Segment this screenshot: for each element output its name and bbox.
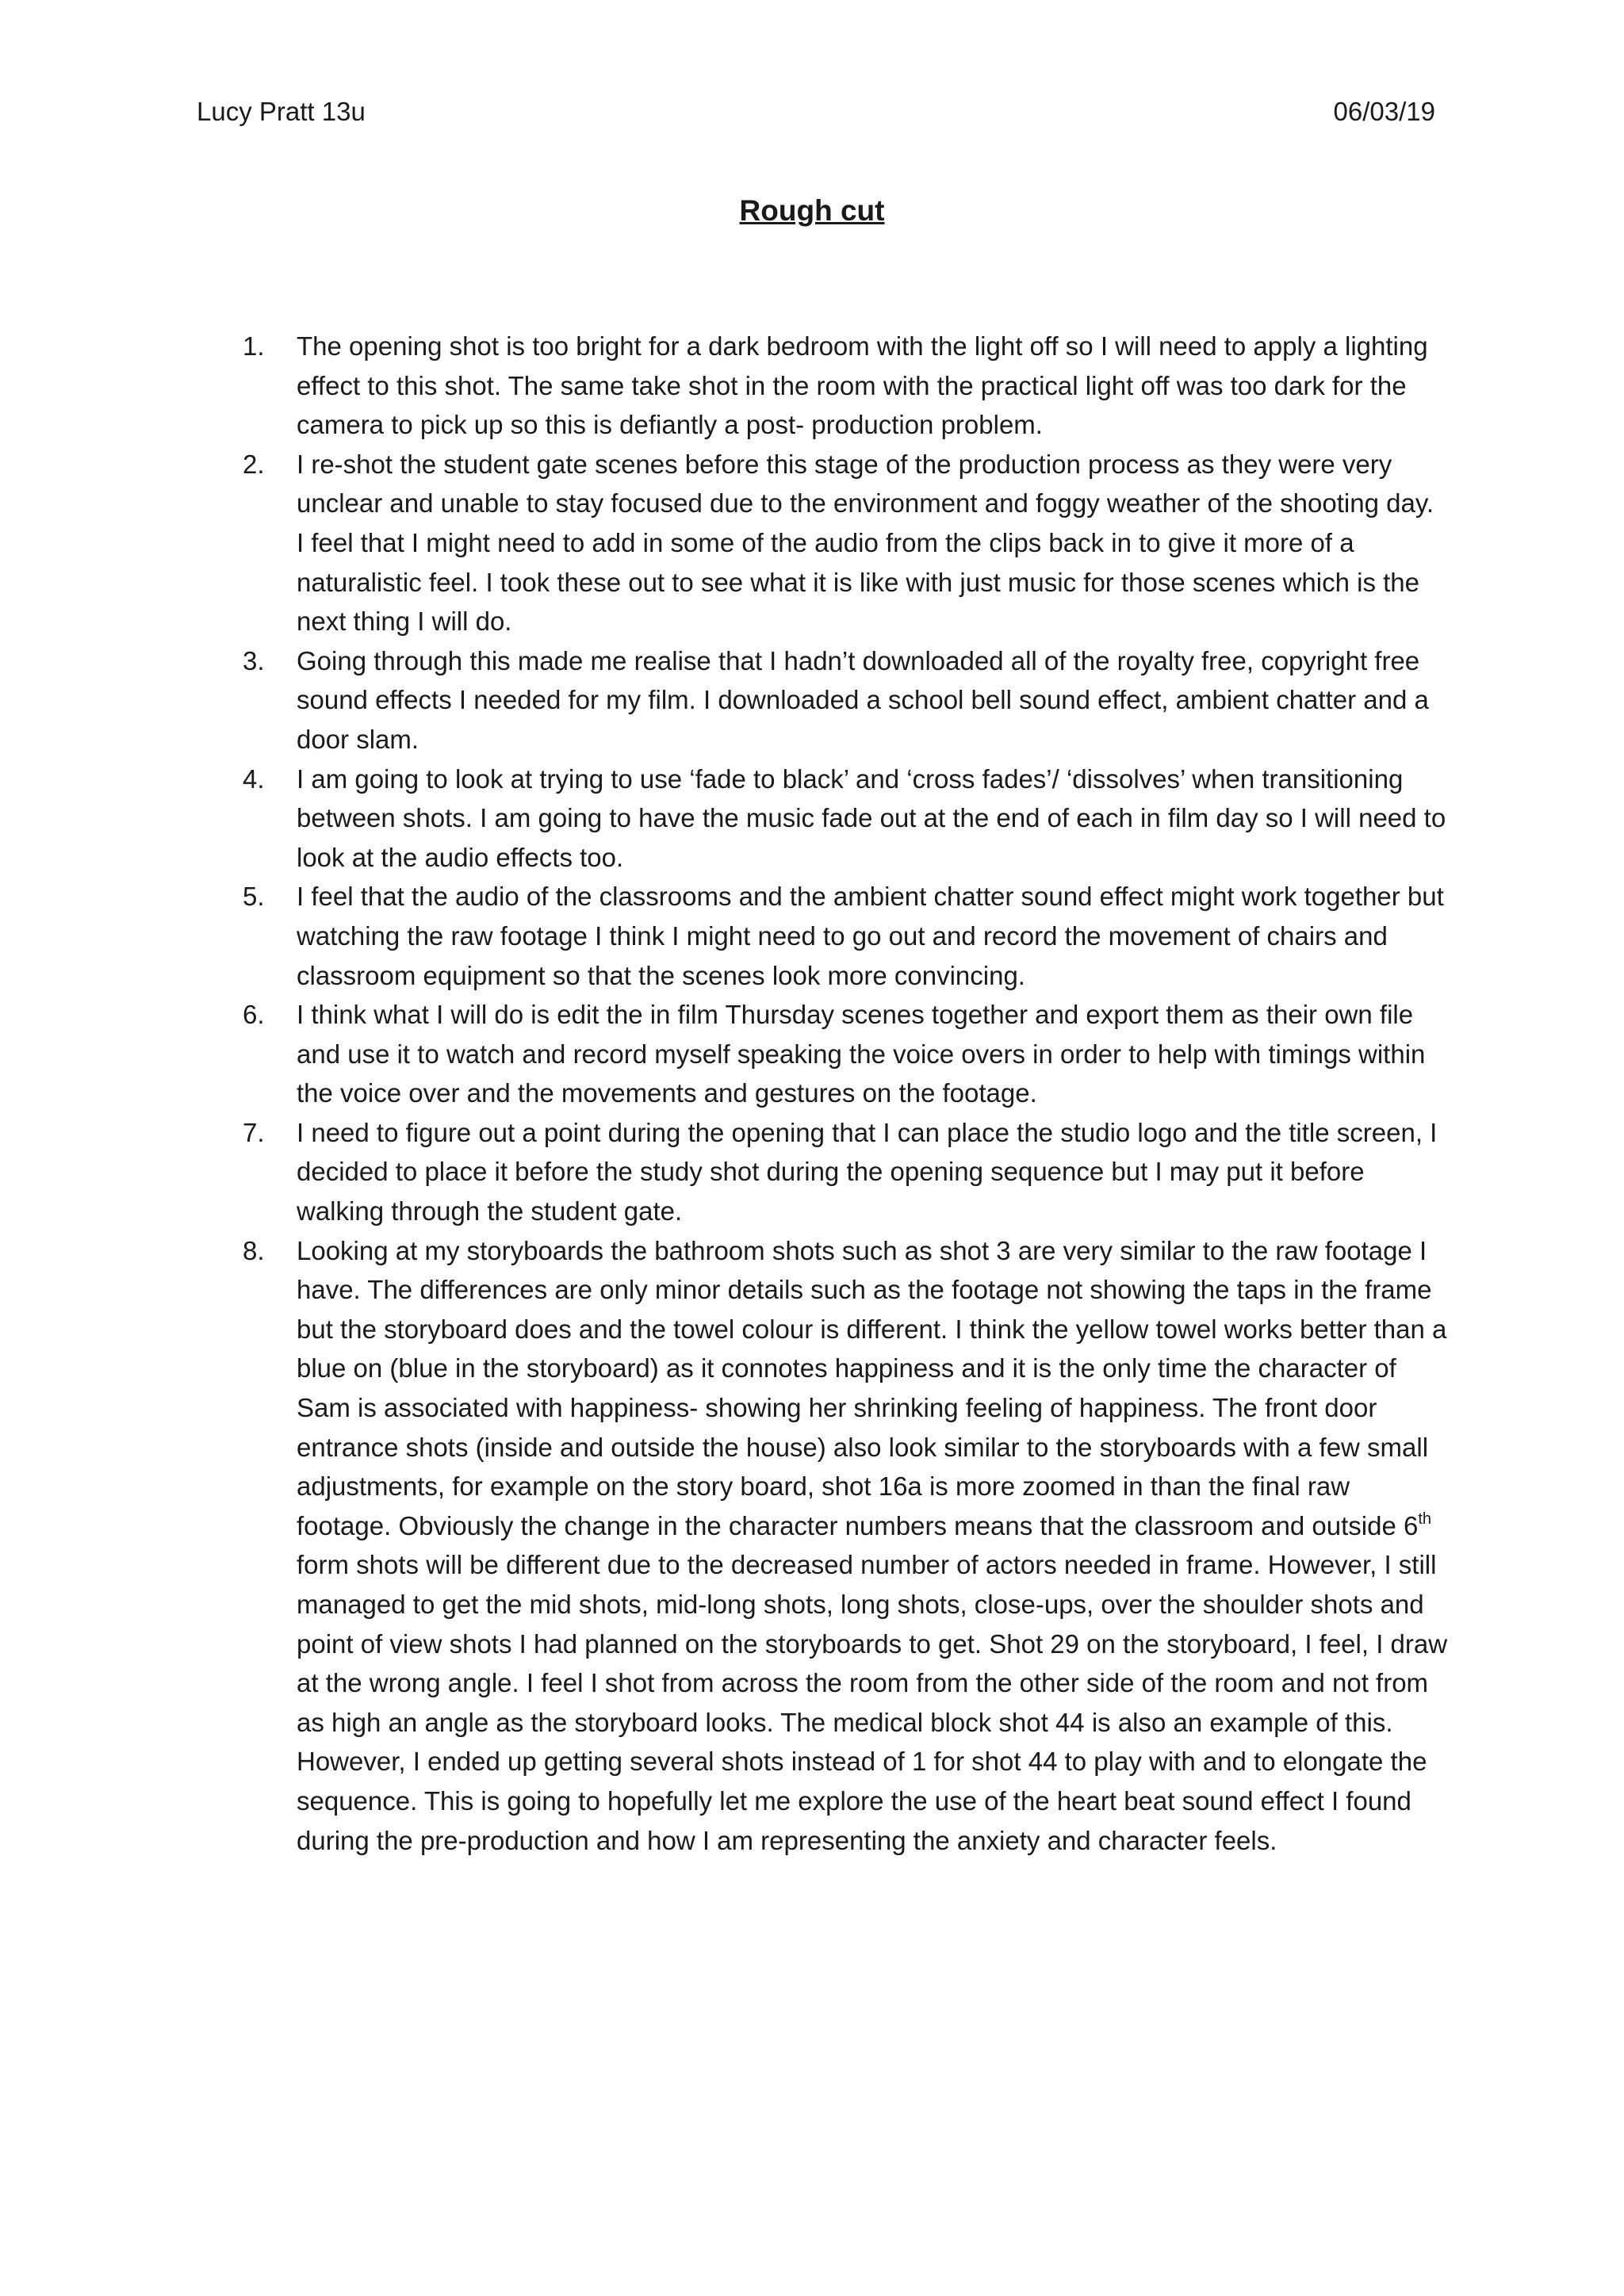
list-item [243, 995, 1448, 1113]
list-item-text: I feel that the audio of the classrooms and the ambient chatter sound effect might work together but watching the raw footage I think I might need to go out and record the movement of chairs and classroom equipment so that the scenes look more convincing. [297, 882, 1444, 990]
list-item [243, 327, 1448, 445]
page-title: Rough cut [739, 194, 885, 227]
list-item-number: 7. [243, 1117, 265, 1147]
list-item [243, 445, 1448, 641]
document-date: 06/03/19 [1333, 97, 1435, 126]
rough-cut-notes-list [243, 327, 1448, 1860]
author-name: Lucy Pratt 13u [197, 97, 366, 126]
list-item [243, 760, 1448, 878]
list-item-number: 4. [243, 763, 265, 794]
list-item-number: 5. [243, 882, 265, 912]
list-item [243, 877, 1448, 995]
list-item [243, 1231, 1448, 1861]
list-item-text: I re-shot the student gate scenes before this stage of the production process as they were very unclear and unable to stay focused due to the environment and foggy weather of the shooting day. I feel that I might need to add in some of the audio from the clips back in to give it more of a naturalistic feel. I took these out to see what it is like with just music for those scenes which is the next thing I will do. [297, 449, 1434, 637]
list-item-text-part: Looking at my storyboards the bathroom shots such as shot 3 are very similar to the raw footage I have. The differences are only minor details such as the footage not showing the taps in the frame but the storyboard does and the towel colour is different. I think the yellow towel works better than a blue on (blue in the storyboard) as it connotes happiness and it is the only time the character of Sam is associated with happiness- showing her shrinking feeling of happiness. The front door entrance shots (inside and outside the house) also look similar to the storyboards with a few small adjustments, for example on the story board, shot 16a is more zoomed in than the final raw footage. Obviously the change in the character numbers means that the classroom and outside 6 [297, 1235, 1447, 1540]
list-item-text: I think what I will do is edit the in film Thursday scenes together and export them as their own file and use it to watch and record myself speaking the voice overs in order to help with timings within the voice over and the movements and gestures on the footage. [297, 1000, 1426, 1108]
list-item-number: 8. [243, 1235, 265, 1265]
list-item-text-part: form shots will be different due to the decreased number of actors needed in frame. However, I still managed to get the mid shots, mid-long shots, long shots, close-ups, over the shoulder shots and point of view shots I had planned on the storyboards to get. Shot 29 on the storyboard, I feel, I draw at the wrong angle. I feel I shot from across the room from the other side of the room and not from as high an angle as the storyboard looks. The medical block shot 44 is also an example of this. However, I ended up getting several shots instead of 1 for shot 44 to play with and to elongate the sequence. This is going to hopefully let me explore the use of the heart beat sound effect I found during the pre-production and how I am representing the anxiety and character feels. [297, 1550, 1448, 1855]
list-item-text: Going through this made me realise that I hadn’t downloaded all of the royalty free, copyright free sound effects I needed for my film. I downloaded a school bell sound effect, ambient chatter and a door slam. [297, 645, 1429, 754]
ordinal-superscript: th [1418, 1510, 1432, 1528]
list-item-text: The opening shot is too bright for a dark bedroom with the light off so I will need to apply a lighting effect to this shot. The same take shot in the room with the practical light off was too dark for the camera to pick up so this is defiantly a post- production problem. [297, 331, 1428, 440]
list-item-number: 6. [243, 1000, 265, 1030]
list-item-number: 1. [243, 331, 265, 361]
list-item [243, 1113, 1448, 1231]
list-item-number: 2. [243, 449, 265, 479]
list-item [243, 641, 1448, 760]
list-item-text: I need to figure out a point during the opening that I can place the studio logo and the title screen, I decided to place it before the study shot during the opening sequence but I may put it before walking through the student gate. [297, 1117, 1438, 1226]
list-item-text: I am going to look at trying to use ‘fade to black’ and ‘cross fades’/ ‘dissolves’ when transitioning between shots. I am going to have the music fade out at the end of each in film day so I will need to look at the audio effects too. [297, 763, 1446, 872]
list-item-number: 3. [243, 645, 265, 675]
